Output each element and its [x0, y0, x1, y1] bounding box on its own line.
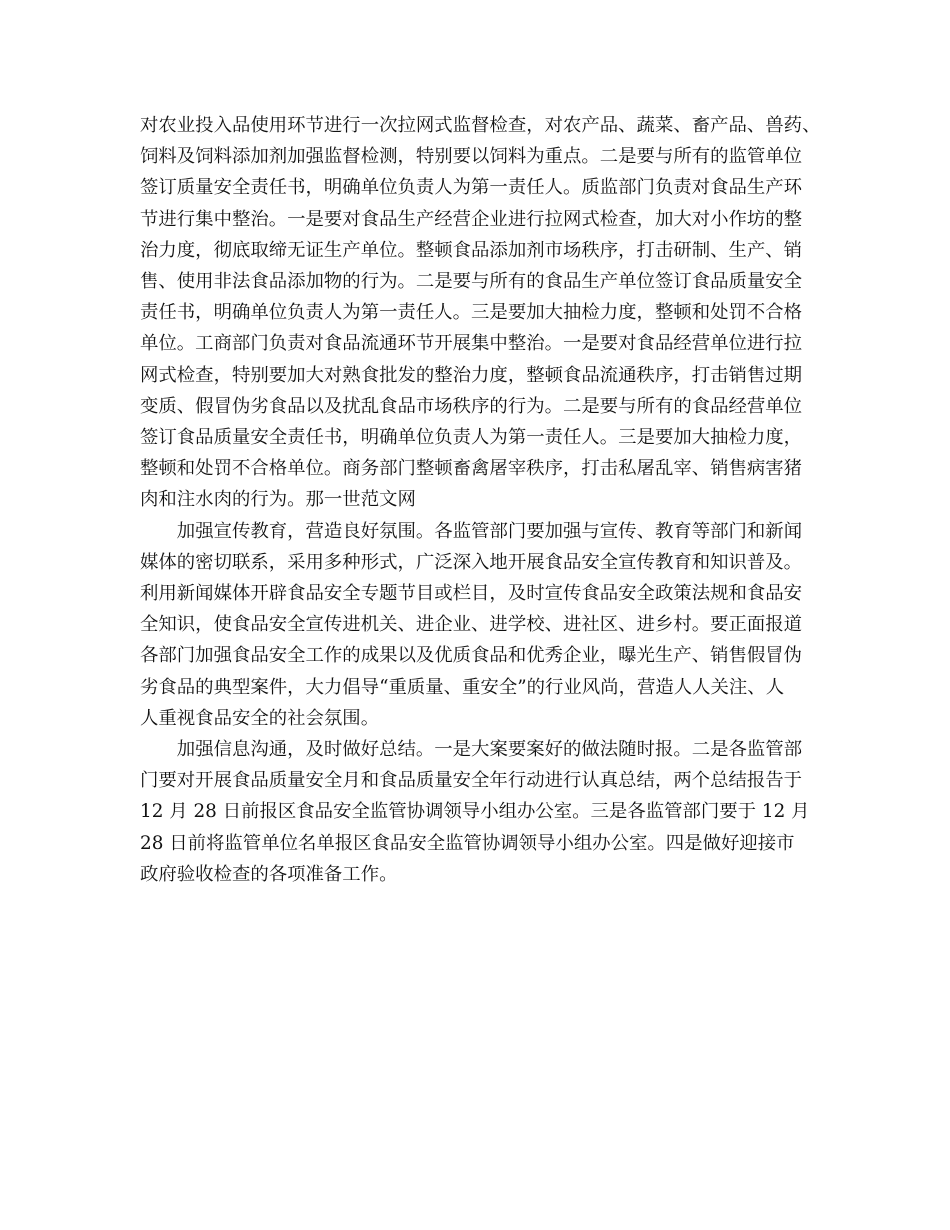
- paragraph-2: 加强宣传教育，营造良好氛围。各监管部门要加强与宣传、教育等部门和新闻 媒体的密切联系，采用多种形式，广泛深入地开展食品安全宣传教育和知识普及。 利用新闻媒体开辟食品安全专题节目或栏目，及时宣传食品安全政策法规和食品安 全知识，使食品安全宣传进机关、进企业、进学校、进社区、进乡村。要正面报道 各部门加强食品安全工作的成果以及优质食品和优秀企业，曝光生产、销售假冒伪 劣食品的典型案件，大力倡导“重质量、重安全”的行业风尚，营造人人关注、人 人重视食品安全的社会氛围。: [140, 520, 803, 729]
- paragraph-3: 加强信息沟通，及时做好总结。一是大案要案好的做法随时报。二是各监管部 门要对开展食品质量安全月和食品质量安全年行动进行认真总结，两个总结报告于 12 月 28 日前报区食品安全监管协调领导小组办公室。三是各监管部门要于 12 月 28 日前将监管单位名单报区食品安全监管协调领导小组办公室。四是做好迎接市 政府验收检查的各项准备工作。: [140, 739, 810, 885]
- document-body: [140, 110, 840, 890]
- paragraph-1: 对农业投入品使用环节进行一次拉网式监督检查，对农产品、蔬菜、畜产品、兽药、 饲料及饲料添加剂加强监督检测，特别要以饲料为重点。二是要与所有的监管单位 签订质量安全责任书，明确单位负责人为第一责任人。质监部门负责对食品生产环 节进行集中整治。一是要对食品生产经营企业进行拉网式检查，加大对小作坊的整 治力度，彻底取缔无证生产单位。整顿食品添加剂市场秩序，打击研制、生产、销 售、使用非法食品添加物的行为。二是要与所有的食品生产单位签订食品质量安全 责任书，明确单位负责人为第一责任人。三是要加大抽检力度，整顿和处罚不合格 单位。工商部门负责对食品流通环节开展集中整治。一是要对食品经营单位进行拉 网式检查，特别要加大对熟食批发的整治力度，整顿食品流通秩序，打击销售过期 变质、假冒伪劣食品以及扰乱食品市场秩序的行为。二是要与所有的食品经营单位 签订食品质量安全责任书，明确单位负责人为第一责任人。三是要加大抽检力度， 整顿和处罚不合格单位。商务部门整顿畜禽屠宰秩序，打击私屠乱宰、销售病害猪 肉和注水肉的行为。那一世范文网: [140, 115, 821, 511]
